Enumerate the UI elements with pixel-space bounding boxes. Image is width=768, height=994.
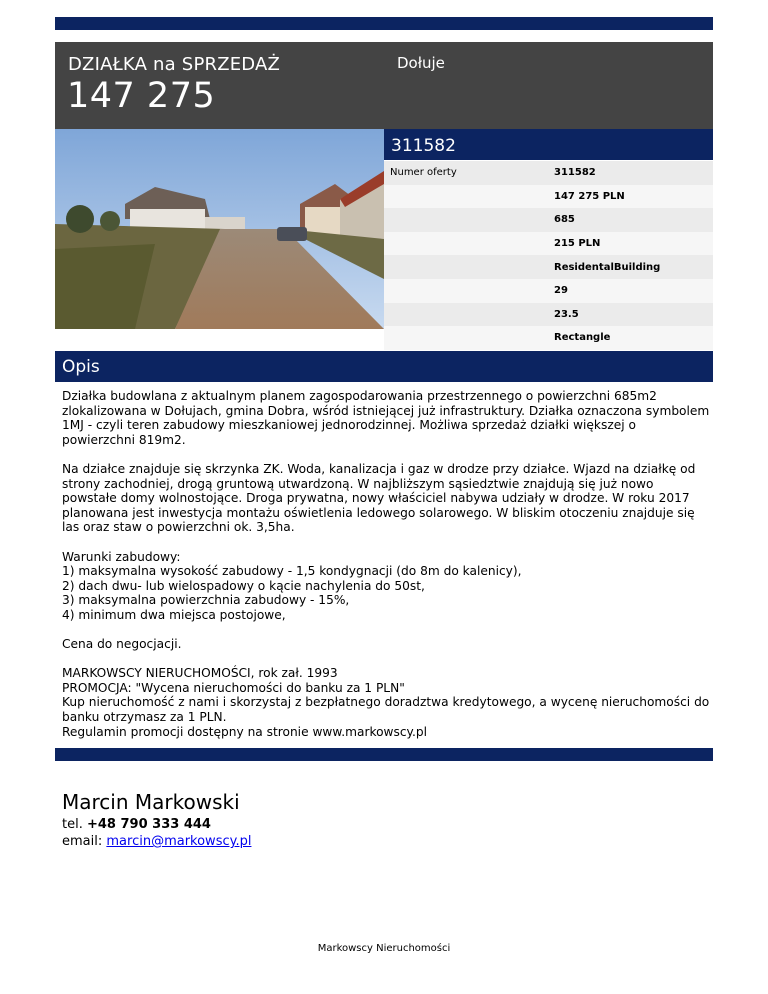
detail-value: 29 (554, 285, 568, 297)
agent-email-line (62, 833, 251, 850)
agent-phone-line (62, 816, 251, 833)
agent-name: Marcin Markowski (62, 790, 240, 814)
page-footer: Markowscy Nieruchomości (317, 943, 451, 954)
description-paragraph: Cena do negocjacji. (62, 637, 182, 652)
detail-value: 147 275 PLN (554, 190, 625, 202)
agent-email-link[interactable]: marcin@markowscy.pl (106, 834, 252, 849)
detail-row (384, 208, 713, 232)
detail-value: 23.5 (554, 308, 579, 320)
description-body (62, 389, 712, 754)
detail-row (384, 232, 713, 256)
email-label: email: (62, 834, 103, 849)
description-paragraph: MARKOWSCY NIERUCHOMOŚCI, rok zał. 1993 PROMOCJA: "Wycena nieruchomości do banku za 1 PLN" Kup nieruchomość z nami i skorzystaj z bezpłatnego doradztwa kredytowego, a wycenę nieruchomości do banku otrzymasz za 1 PLN. Regulamin promocji dostępny na stronie www.markowscy.pl (62, 666, 710, 739)
detail-value: 215 PLN (554, 238, 601, 250)
phone-label: tel. (62, 817, 83, 832)
description-paragraph: Na działce znajduje się skrzynka ZK. Woda, kanalizacja i gaz w drodze przy działce. Wjazd na działkę od strony zachodniej, drogą gruntową utwardzoną. W najbliższym sąsiedztwie znajdują się już nowo powstałe domy wolnostojące. Droga prywatna, nowy właściciel nabywa udziały w drodze. W roku 2017 planowana jest inwestycja montażu oświetlenia ledowego solarowego. W bliskim otoczeniu znajduje się las oraz staw o powierzchni ok. 3,5ha. (62, 461, 696, 535)
description-heading: Opis (55, 351, 713, 382)
listing-price: 147 275 (67, 76, 216, 116)
detail-label: Numer oferty (390, 167, 457, 179)
description-paragraph: Warunki zabudowy: 1) maksymalna wysokość zabudowy - 1,5 kondygnacji (do 8m do kalenicy), 2) dach dwu- lub wielospadowy o kącie nachylenia do 50st, 3) maksymalna powierzchnia zabudowy - 15%, 4) minimum dwa miejsca postojowe, (62, 549, 522, 622)
detail-value: 311582 (554, 167, 596, 179)
detail-row (384, 185, 713, 209)
detail-value: 685 (554, 214, 575, 226)
detail-row (384, 279, 713, 303)
description-paragraph: Działka budowlana z aktualnym planem zagospodarowania przestrzennego o powierzchni 685m2 zlokalizowana w Dołujach, gmina Dobra, wśród istniejącej już infrastruktury. Działka oznaczona symbolem 1MJ - czyli teren zabudowy mieszkaniowej jednorodzinnej. Możliwa sprzedaż działki większej o powierzchni 819m2. (62, 389, 710, 447)
offer-id-header: 311582 (384, 129, 713, 160)
property-photo (55, 129, 384, 329)
detail-value: ResidentalBuilding (554, 261, 661, 273)
detail-value: Rectangle (554, 332, 611, 344)
agent-phone: +48 790 333 444 (86, 817, 211, 832)
offer-details-table (384, 161, 713, 350)
detail-row (384, 303, 713, 327)
top-accent-bar (55, 17, 713, 30)
detail-row (384, 161, 713, 185)
agent-contact (62, 790, 251, 850)
bottom-accent-bar (55, 748, 713, 761)
listing-header (55, 42, 713, 129)
detail-row (384, 326, 713, 350)
listing-type: DZIAŁKA na SPRZEDAŻ (68, 54, 281, 75)
listing-location: Dołuje (397, 54, 445, 72)
detail-row (384, 255, 713, 279)
